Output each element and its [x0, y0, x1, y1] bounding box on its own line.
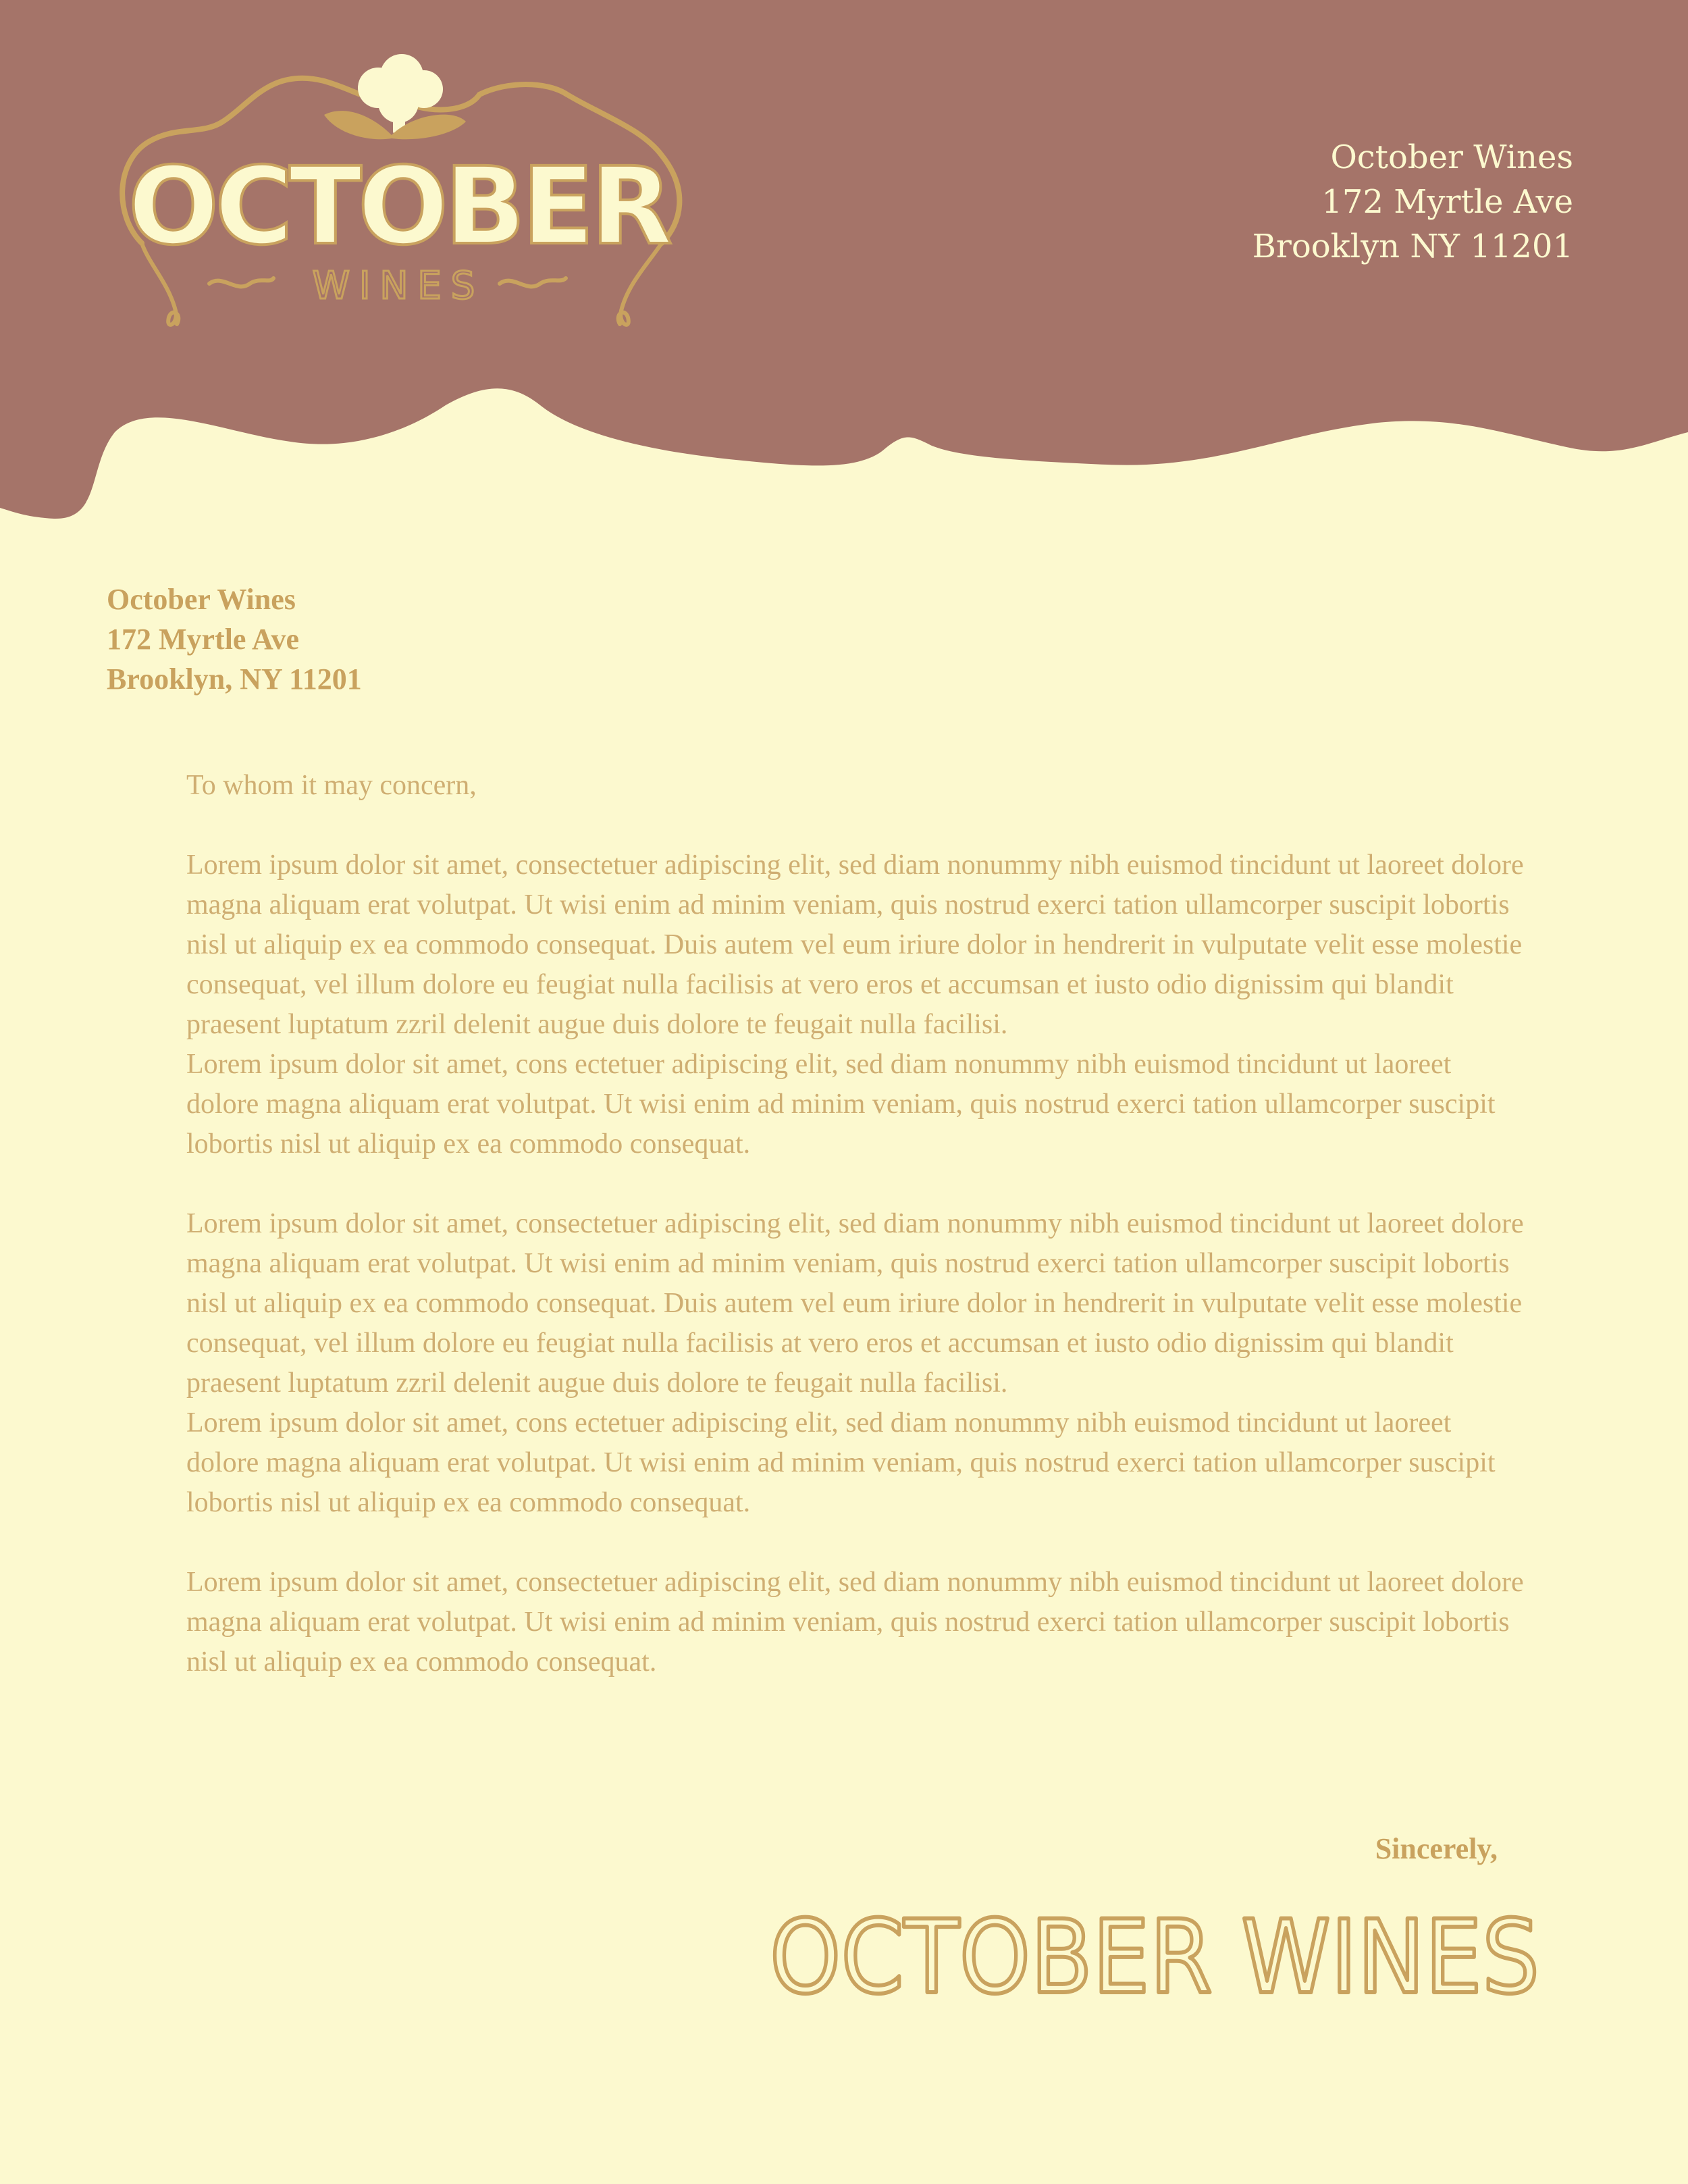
logo-swirl-right [500, 278, 566, 286]
signature [770, 1898, 1546, 2019]
header-company-name: October Wines [1330, 138, 1573, 176]
letter-paragraph: Lorem ipsum dolor sit amet, consectetuer adipiscing elit, sed diam nonummy nibh euismod tincidunt ut laoreet dolore magna aliquam erat volutpat. Ut wisi enim ad minim veniam, quis nostrud exerci tation ullamcorper suscipit lobortis nisl ut aliquip ex ea commodo consequat. Duis autem vel eum iriure dolor in hendrerit in vulputate velit esse molestie consequat, vel illum dolore eu feugiat nulla facilisis at vero eros et accumsan et iusto odio dignissim qui blandit praesent luptatum zzril delenit augue duis dolore te feugait nulla facilisi. [186, 1208, 1524, 1399]
letter-greeting: To whom it may concern, [186, 770, 477, 801]
october-wines-logo [101, 41, 695, 358]
letter-paragraph: Lorem ipsum dolor sit amet, cons ectetuer adipiscing elit, sed diam nonummy nibh euismod tincidunt ut laoreet dolore magna aliquam erat volutpat. Ut wisi enim ad minim veniam, quis nostrud exerci tation ullamcorper suscipit lobortis nisl ut aliquip ex ea commodo consequat. [186, 1049, 1496, 1160]
letter-paragraph: Lorem ipsum dolor sit amet, consectetuer adipiscing elit, sed diam nonummy nibh euismod tincidunt ut laoreet dolore magna aliquam erat volutpat. Ut wisi enim ad minim veniam, quis nostrud exerci tation ullamcorper suscipit lobortis nisl ut aliquip ex ea commodo consequat. [186, 1567, 1524, 1678]
sender-street: 172 Myrtle Ave [107, 623, 300, 656]
header-address [1252, 135, 1573, 269]
logo-swirl-left [209, 278, 273, 286]
logo-wordmark: OCTOBER [128, 145, 669, 269]
sender-city: Brooklyn, NY 11201 [107, 662, 362, 696]
letter-body [186, 766, 1530, 1682]
letter-paragraph: Lorem ipsum dolor sit amet, consectetuer adipiscing elit, sed diam nonummy nibh euismod tincidunt ut laoreet dolore magna aliquam erat volutpat. Ut wisi enim ad minim veniam, quis nostrud exerci tation ullamcorper suscipit lobortis nisl ut aliquip ex ea commodo consequat. Duis autem vel eum iriure dolor in hendrerit in vulputate velit esse molestie consequat, vel illum dolore eu feugiat nulla facilisis at vero eros et accumsan et iusto odio dignissim qui blandit praesent luptatum zzril delenit augue duis dolore te feugait nulla facilisi. [186, 850, 1524, 1040]
letter-paragraph: Lorem ipsum dolor sit amet, cons ectetuer adipiscing elit, sed diam nonummy nibh euismod tincidunt ut laoreet dolore magna aliquam erat volutpat. Ut wisi enim ad minim veniam, quis nostrud exerci tation ullamcorper suscipit lobortis nisl ut aliquip ex ea commodo consequat. [186, 1407, 1496, 1518]
signature-text: OCTOBER WINES [770, 1899, 1539, 2017]
letter-closing: Sincerely, [1375, 1832, 1498, 1865]
header-street: 172 Myrtle Ave [1321, 183, 1573, 221]
sender-company-name: October Wines [107, 583, 296, 616]
sender-address [107, 579, 362, 699]
header-city: Brooklyn NY 11201 [1252, 228, 1573, 265]
logo-sub-wordmark: WINES [312, 264, 485, 308]
